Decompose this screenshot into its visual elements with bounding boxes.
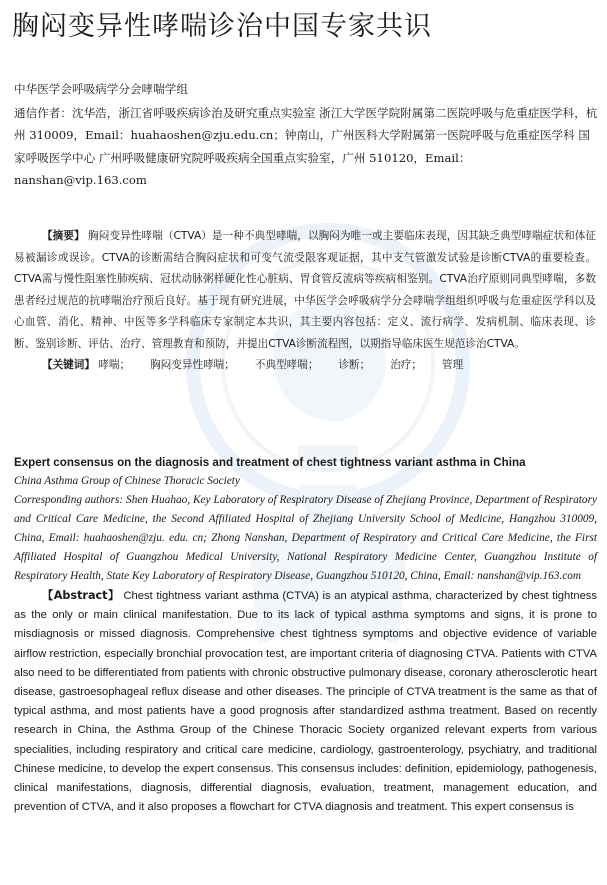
cn-keyword: 管理 [442, 359, 464, 371]
cn-abstract-paragraph [14, 226, 596, 355]
cn-abstract-text: 胸闷变异性哮喘（CTVA）是一种不典型哮喘，以胸闷为唯一或主要临床表现，因其缺乏典型哮喘症状和体征易被漏诊或误诊。CTVA的诊断需结合胸闷症状和可变气流受限客观证据，其中支气管激发试验是诊断CTVA的重要检查。CTVA需与慢性阻塞性肺疾病、冠状动脉粥样硬化性心脏病、胃食管反流病等疾病相鉴别。CTVA治疗原则同典型哮喘，多数患者经过规范的抗哮喘治疗预后良好。基于现有研究进展，中华医学会呼吸病学分会哮喘学组组织呼吸与危重症医学科以及心血管、消化、精神、中医等多学科临床专家制定本共识，其主要内容包括：定义、流行病学、发病机制、临床表现、诊断、鉴别诊断、评估、治疗、管理教育和预防，并提出CTVA诊断流程图，以期指导临床医生规范诊治CTVA。 [14, 230, 596, 350]
cn-author-group: 中华医学会呼吸病学分会哮喘学组 [14, 82, 188, 96]
cn-keyword: 治疗； [390, 359, 422, 371]
cn-keyword: 哮喘； [98, 359, 131, 371]
en-abstract-text: Chest tightness variant asthma (CTVA) is an atypical asthma, characterized by chest tightness as the only or main clinical manifestation. Due to its lack of typical asthma symptoms and signs, it is prone to misdiagnosis or missed diagnosis. Comprehensive chest tightness symptoms and objective evidence of variable airflow restriction, especially bronchial provocation test, are important criteria of diagnosing CTVA. Patients with CTVA also need to be differentiated from patients with chronic obstructive pulmonary disease, coronary atherosclerotic heart disease, gastroesophageal reflux disease and other diseases. The principle of CTVA treatment is the same as that of typical asthma, and most patients have a good prognosis after standardized asthma treatment. Based on recently research in China, the Asthma Group of the Chinese Thoracic Society organized relevant experts from various specialities, including respiratory and critical care medicine, cardiology, gastroenterology, psychiatry, and traditional Chinese medicine, to develop the expert consensus. This consensus includes: definition, epidemiology, pathogenesis, clinical manifestations, diagnosis, differential diagnosis, evaluation, treatment, management education, and prevention of CTVA, and it also proposes a flowchart for CTVA diagnosis and treatment. This expert consensus is [14, 590, 597, 814]
en-title: Expert consensus on the diagnosis and treatment of chest tightness variant asthma in China [14, 456, 526, 469]
en-section [14, 453, 597, 817]
cn-keywords-line [14, 355, 596, 377]
en-abstract-paragraph [14, 586, 597, 817]
cn-abstract-block [14, 226, 596, 377]
en-abstract-label: 【Abstract】 [42, 589, 120, 602]
en-author-group: China Asthma Group of Chinese Thoracic Society [14, 475, 240, 487]
paper-title: 胸闷变异性哮喘诊治中国专家共识 [12, 11, 432, 42]
cn-corresponding-authors: 通信作者：沈华浩，浙江省呼吸疾病诊治及研究重点实验室 浙江大学医学院附属第二医院呼吸与危重症医学科，杭州 310009，Email：huahaoshen@zju.edu.cn；钟南山，广州医科大学附属第一医院呼吸与危重症医学科 国家呼吸医学中心 广州呼吸健康研究院呼吸疾病全国重点实验室，广州 510120，Email：nanshan@vip.163.com [14, 105, 598, 187]
en-corresponding-authors: Corresponding authors: Shen Huahao, Key Laboratory of Respiratory Disease of Zhejiang Province, Department of Respiratory and Critical Care Medicine, the Second Affiliated Hospital of Zhejiang University School of Medicine, Hangzhou 310009, China, Email: huahaoshen@zju. edu. cn; Zhong Nanshan, Department of Respiratory and Critical Care Medicine, the First Affiliated Hospital of Guangzhou Medical University, National Respiratory Medicine Center, Guangzhou Institute of Respiratory Health, State Key Laboratory of Respiratory Disease, Guangzhou 510120, China, Email: nanshan@vip.163.com [14, 494, 597, 582]
cn-author-block [14, 78, 598, 192]
cn-keyword: 不典型哮喘； [254, 359, 319, 371]
cn-keyword: 诊断； [338, 359, 371, 371]
cn-keywords-label: 【关键词】 [42, 359, 95, 371]
cn-abstract-label: 【摘要】 [42, 230, 85, 242]
cn-keyword: 胸闷变异性哮喘； [150, 359, 235, 371]
